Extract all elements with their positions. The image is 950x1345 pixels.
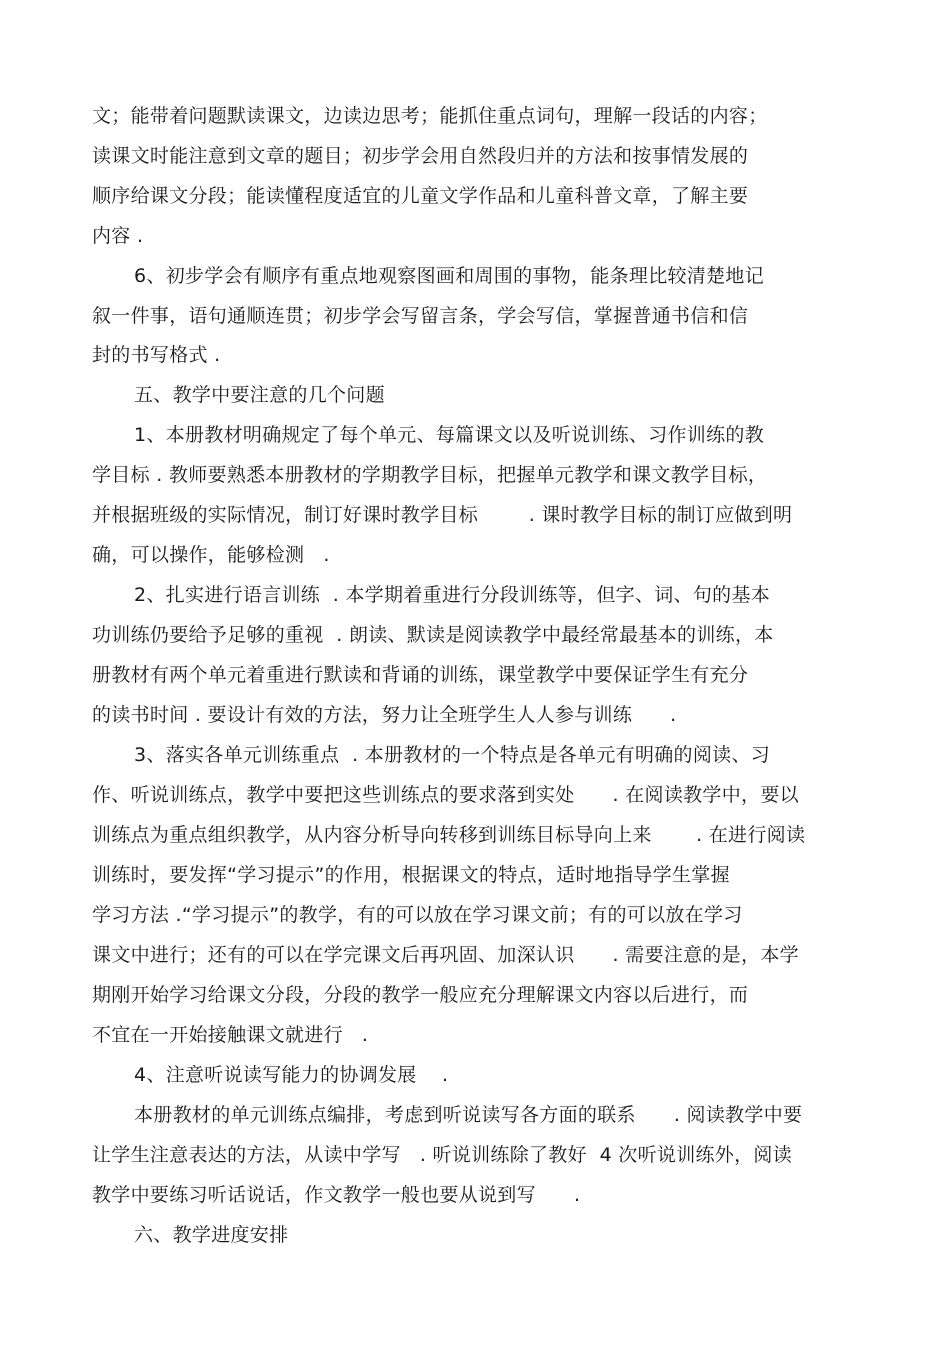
text-line: 期刚开始学习给课文分段，分段的教学一般应充分理解课文内容以后进行，而 <box>92 984 749 1006</box>
section-heading: 六、教学进度安排 <box>134 1224 289 1246</box>
text-line: 不宜在一开始接触课文就进行 . <box>92 1024 369 1046</box>
text-line: 学目标 . 教师要熟悉本册教材的学期教学目标，把握单元教学和课文教学目标， <box>92 464 768 486</box>
text-line: 确，可以操作，能够检测 . <box>92 544 330 566</box>
text-line: 功训练仍要给予足够的重视 . 朗读、默读是阅读教学中最经常最基本的训练，本 <box>92 624 774 646</box>
text-line: 叙一件事，语句通顺连贯；初步学会写留言条，学会写信，掌握普通书信和信 <box>92 305 749 327</box>
text-line: 让学生注意表达的方法，从读中学写 . 听说训练除了教好 4 次听说训练外，阅读 <box>92 1144 793 1166</box>
text-line: 4、注意听说读写能力的协调发展 . <box>134 1064 449 1086</box>
text-line: 3、落实各单元训练重点 . 本册教材的一个特点是各单元有明确的阅读、习 <box>134 744 771 766</box>
text-line: 学习方法 .“学习提示”的教学，有的可以放在学习课文前；有的可以放在学习 <box>92 904 743 926</box>
text-line: 读课文时能注意到文章的题目；初步学会用自然段归并的方法和按事情发展的 <box>92 145 749 167</box>
text-line: 训练点为重点组织教学，从内容分析导向转移到训练目标导向上来 . 在进行阅读 <box>92 824 806 846</box>
text-line: 内容 . <box>92 225 144 247</box>
section-heading: 五、教学中要注意的几个问题 <box>134 384 385 406</box>
text-line: 课文中进行；还有的可以在学完课文后再巩固、加深认识 . 需要注意的是，本学 <box>92 944 799 966</box>
text-line: 1、本册教材明确规定了每个单元、每篇课文以及听说训练、习作训练的教 <box>134 424 764 446</box>
text-line: 6、初步学会有顺序有重点地观察图画和周围的事物，能条理比较清楚地记 <box>134 265 764 287</box>
text-line: 教学中要练习听话说话，作文教学一般也要从说到写 . <box>92 1184 581 1206</box>
text-line: 文；能带着问题默读课文，边读边思考；能抓住重点词句，理解一段话的内容； <box>92 105 768 127</box>
text-line: 训练时，要发挥“学习提示”的作用，根据课文的特点，适时地指导学生掌握 <box>92 864 730 886</box>
text-line: 封的书写格式 . <box>92 344 221 366</box>
text-line: 2、扎实进行语言训练 . 本学期着重进行分段训练等，但字、词、句的基本 <box>134 584 771 606</box>
text-line: 本册教材的单元训练点编排，考虑到听说读写各方面的联系 . 阅读教学中要 <box>134 1104 803 1126</box>
text-line: 的读书时间 . 要设计有效的方法，努力让全班学生人人参与训练 . <box>92 704 677 726</box>
text-line: 册教材有两个单元着重进行默读和背诵的训练，课堂教学中要保证学生有充分 <box>92 664 749 686</box>
text-line: 顺序给课文分段；能读懂程度适宜的儿童文学作品和儿童科普文章，了解主要 <box>92 185 749 207</box>
text-line: 并根据班级的实际情况，制订好课时教学目标 . 课时教学目标的制订应做到明 <box>92 504 793 526</box>
text-line: 作、听说训练点，教学中要把这些训练点的要求落到实处 . 在阅读教学中，要以 <box>92 784 799 806</box>
